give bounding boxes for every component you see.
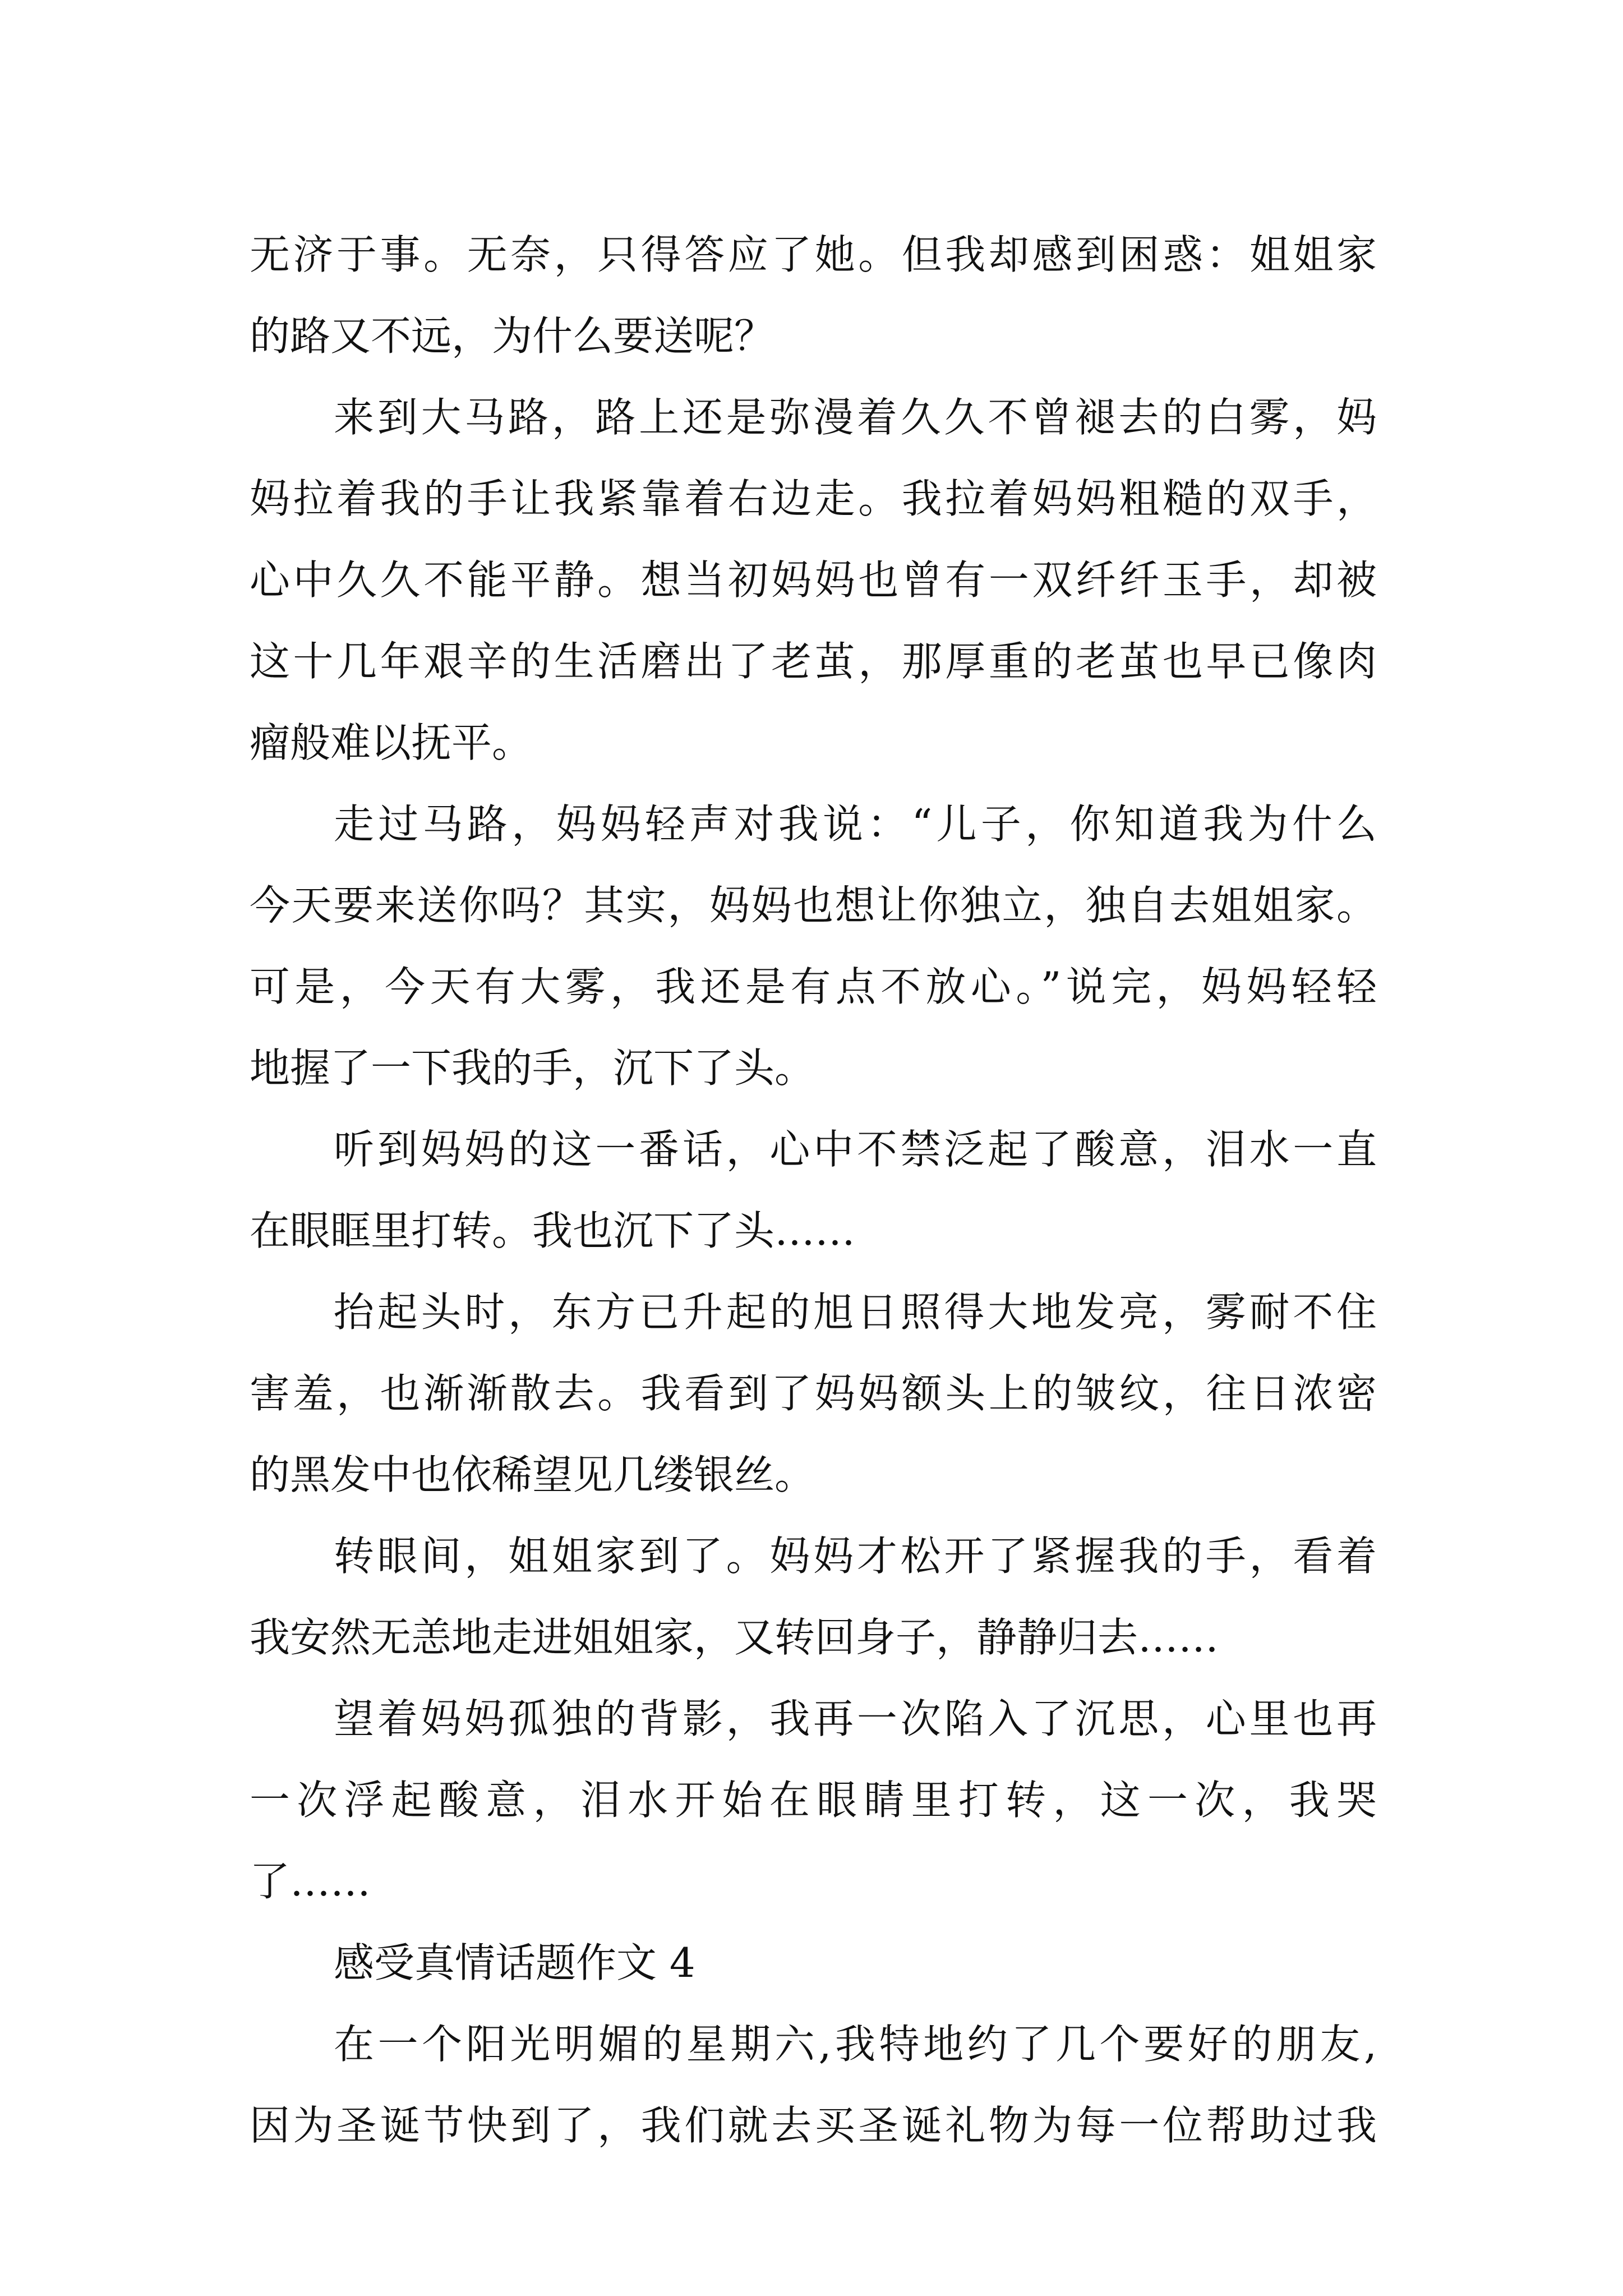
body-text	[250, 214, 1377, 2166]
text-line: 我安然无恙地走进姐姐家，又转回身子，静静归去……	[250, 1614, 1219, 1661]
text-line: 来到大马路，路上还是弥漫着久久不曾褪去的白雾，妈	[334, 394, 1377, 441]
text-line: 了……	[250, 1858, 371, 1905]
text-line: 的路又不远，为什么要送呢？	[250, 312, 775, 360]
text-line: 的黑发中也依稀望见几缕银丝。	[250, 1451, 815, 1498]
text-line: 转眼间，姐姐家到了。妈妈才松开了紧握我的手，看着	[334, 1533, 1377, 1580]
text-line: 感受真情话题作文 4	[334, 1939, 695, 1986]
text-line: 地握了一下我的手，沉下了头。	[250, 1045, 815, 1092]
text-line: 可是，今天有大雾，我还是有点不放心。”说完，妈妈轻轻	[250, 963, 1377, 1010]
text-line: 走过马路，妈妈轻声对我说：“儿子，你知道我为什么	[334, 800, 1377, 848]
text-line: 在一个阳光明媚的星期六,我特地约了几个要好的朋友,	[334, 2021, 1377, 2068]
text-line: 抬起头时，东方已升起的旭日照得大地发亮，雾耐不住	[334, 1289, 1377, 1336]
text-line: 害羞，也渐渐散去。我看到了妈妈额头上的皱纹，往日浓密	[250, 1370, 1377, 1417]
text-line: 妈拉着我的手让我紧靠着右边走。我拉着妈妈粗糙的双手，	[250, 475, 1377, 522]
text-line: 因为圣诞节快到了，我们就去买圣诞礼物为每一位帮助过我	[250, 2102, 1377, 2149]
text-line: 今天要来送你吗？其实，妈妈也想让你独立，独自去姐姐家。	[250, 882, 1377, 929]
text-line: 一次浮起酸意，泪水开始在眼睛里打转，这一次，我哭	[250, 1777, 1377, 1824]
text-line: 瘤般难以抚平。	[250, 719, 533, 766]
text-line: 无济于事。无奈，只得答应了她。但我却感到困惑：姐姐家	[250, 231, 1377, 278]
text-line: 心中久久不能平静。想当初妈妈也曾有一双纤纤玉手，却被	[250, 556, 1377, 604]
text-line: 这十几年艰辛的生活磨出了老茧，那厚重的老茧也早已像肉	[250, 638, 1377, 685]
text-line: 在眼眶里打转。我也沉下了头……	[250, 1207, 856, 1254]
text-line: 听到妈妈的这一番话，心中不禁泛起了酸意，泪水一直	[334, 1126, 1377, 1173]
text-line: 望着妈妈孤独的背影，我再一次陷入了沉思，心里也再	[334, 1695, 1377, 1742]
